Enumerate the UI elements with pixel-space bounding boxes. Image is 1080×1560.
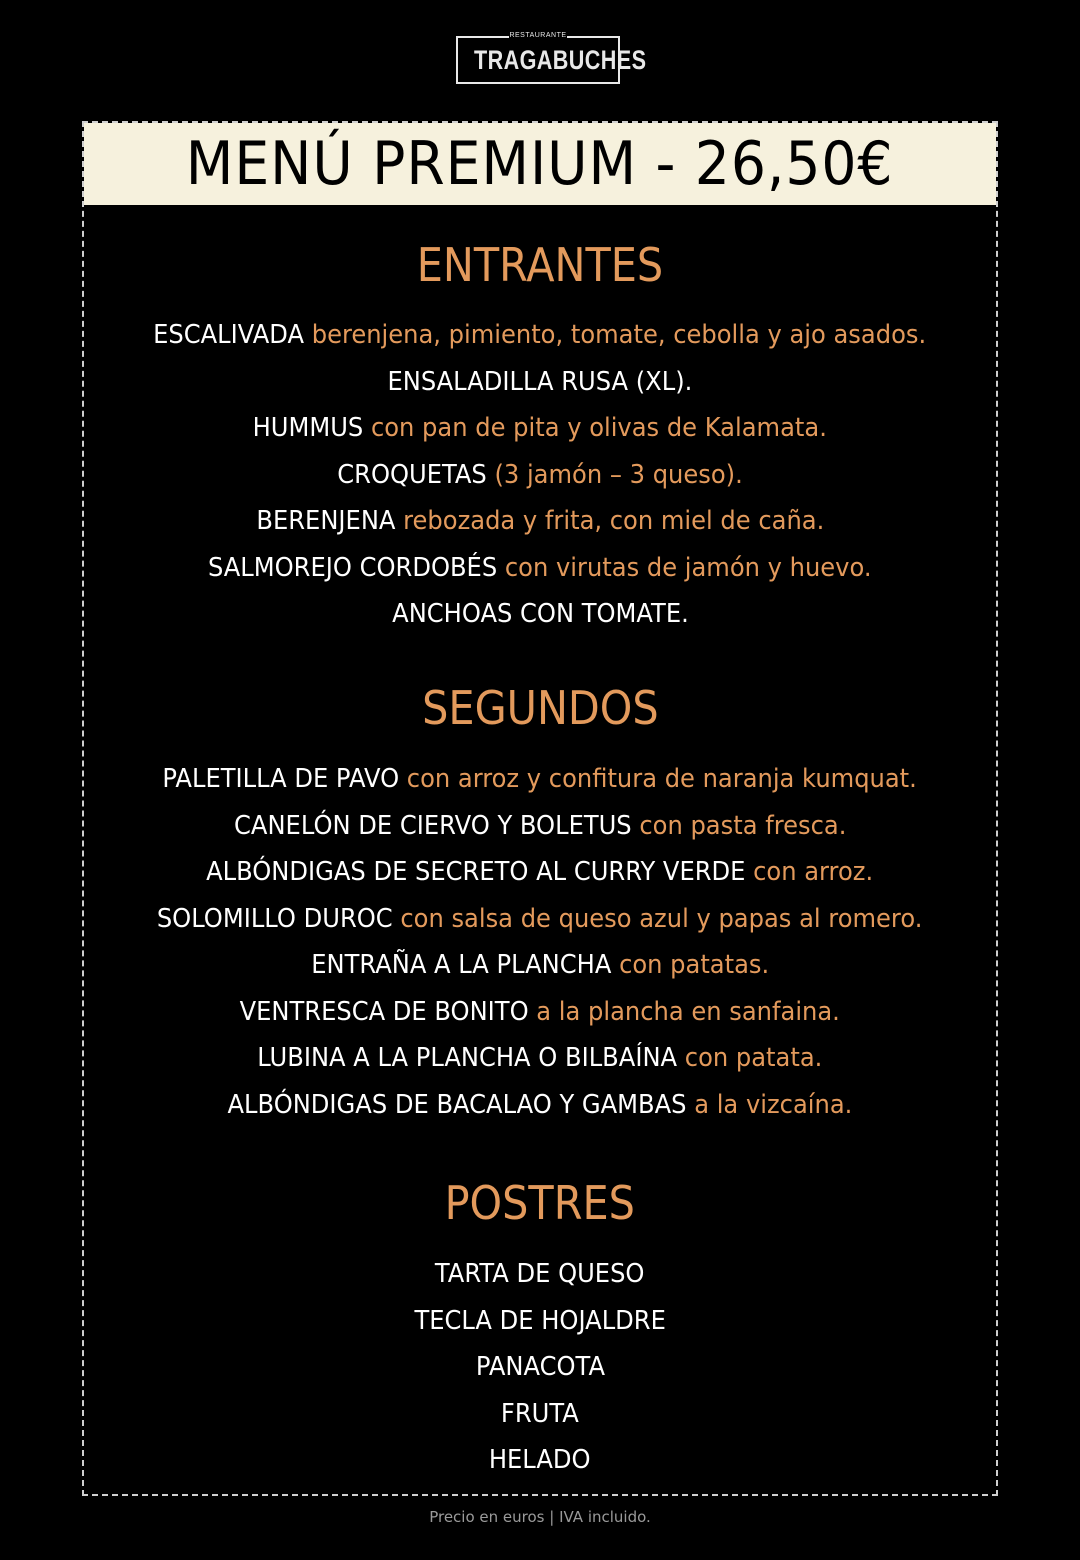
- menu-item: ALBÓNDIGAS DE SECRETO AL CURRY VERDE con arroz.: [206, 857, 874, 887]
- menu-item: ESCALIVADA berenjena, pimiento, tomate, cebolla y ajo asados.: [153, 320, 927, 350]
- menu-item: TECLA DE HOJALDRE: [414, 1306, 666, 1336]
- menu-item: FRUTA: [501, 1399, 579, 1429]
- menu-item: BERENJENA rebozada y frita, con miel de caña.: [256, 506, 824, 536]
- menu-item: ANCHOAS CON TOMATE.: [391, 599, 689, 629]
- menu-item: TARTA DE QUESO: [435, 1259, 645, 1289]
- menu-item: HUMMUS con pan de pita y olivas de Kalamata.: [252, 413, 828, 443]
- logo-subtitle: RESTAURANTE: [509, 32, 567, 39]
- menu-item: LUBINA A LA PLANCHA O BILBAÍNA con patata.: [257, 1043, 823, 1073]
- price-note: Precio en euros | IVA incluido.: [429, 1508, 651, 1526]
- menu-item: SOLOMILLO DUROC con salsa de queso azul y papas al romero.: [157, 904, 923, 934]
- section-title-entrantes: ENTRANTES: [416, 238, 664, 292]
- menu-item: CROQUETAS (3 jamón – 3 queso).: [337, 460, 743, 490]
- title-banner: [84, 123, 996, 205]
- restaurant-logo: [456, 32, 647, 84]
- logo-name: TRAGABUCHES: [474, 45, 647, 75]
- menu-item: SALMOREJO CORDOBÉS con virutas de jamón y huevo.: [208, 553, 872, 583]
- menu-item: CANELÓN DE CIERVO Y BOLETUS con pasta fresca.: [233, 811, 847, 841]
- menu-item: ALBÓNDIGAS DE BACALAO Y GAMBAS a la vizcaína.: [227, 1090, 853, 1120]
- menu-item: HELADO: [489, 1445, 591, 1475]
- menu-item: PANACOTA: [475, 1352, 605, 1382]
- section-title-segundos: SEGUNDOS: [421, 681, 659, 735]
- menu-item: ENTRAÑA A LA PLANCHA con patatas.: [311, 950, 769, 980]
- menu-title: MENÚ PREMIUM - 26,50€: [186, 129, 894, 199]
- menu-item: VENTRESCA DE BONITO a la plancha en sanfaina.: [239, 997, 841, 1027]
- menu-item: ENSALADILLA RUSA (XL).: [387, 367, 693, 397]
- menu-item: PALETILLA DE PAVO con arroz y confitura de naranja kumquat.: [162, 764, 918, 794]
- section-title-postres: POSTRES: [444, 1176, 636, 1230]
